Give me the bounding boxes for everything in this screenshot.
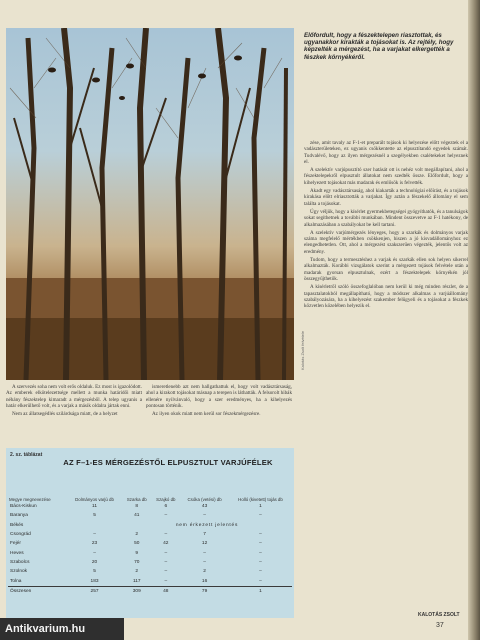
cell: 41 [134, 513, 140, 519]
watermark-logo: Antikvarium.hu [0, 618, 124, 640]
cell: 79 [180, 586, 229, 596]
cell: 6 [164, 504, 168, 510]
results-table-box [6, 448, 294, 618]
author-signature: KALOTÁS ZSOLT [418, 612, 460, 618]
paragraph: Tudom, hogy a termesztéshez a varjak és szarkák ellen sok helyen sikerrel alkalmazták. Korábbi vizsgálatok szerint a mérgezett tojások felvétele után a madarak gyorsan elpusztulnak, ezért a fészektelepek környékén jól összegyűjthetők. [304, 257, 468, 282]
cell: 117 [132, 578, 141, 584]
paragraph: Nem az állatsegédlés szilárdsága miatt, de a helyzet [12, 411, 118, 418]
header-jay: Szajkó db [156, 497, 176, 502]
cell: 5 [93, 513, 96, 519]
cell-county: Szabolcs [10, 559, 30, 565]
cell: 9 [135, 550, 139, 556]
paragraph: A szervezés soha nem volt erős oldaluk. Ez most is igazolódott. Az emberek elkötelezettsége mellett a munka határidői miatt néhány fészektelep kimaradt a mérgezésből. A telep ugyanis a határ elkerülhető volt, és a varjak a másik oldalra jártak enni. [6, 384, 142, 409]
cell: 43 [201, 504, 208, 510]
cell: – [259, 569, 262, 575]
cell: 5 [93, 569, 96, 575]
cell: 70 [134, 559, 140, 565]
cell: – [203, 559, 206, 565]
table-row [8, 539, 292, 548]
table-row [8, 567, 292, 576]
paragraph: zése, amit tavaly az F-1-et preparált tojások ki helyezése előtt végeztek el a vadászterületeken, ez ugyanis csökkentette az elpusztítandó egyedek számát. Tudvalévő, hogy az ilyen mérgezésnél a szegélyekben csalétekeket helyeznek el. [304, 140, 468, 165]
cell: 11 [92, 504, 98, 510]
cell: – [259, 578, 262, 584]
cell: – [164, 559, 168, 565]
table-row [8, 502, 292, 511]
table-total-row [8, 586, 292, 596]
table-title: AZ F–1-ES MÉRGEZÉSTŐL ELPUSZTULT VARJÚFÉLEK [63, 458, 273, 467]
cell: – [203, 550, 206, 556]
cell: 1 [259, 504, 262, 510]
cell: 48 [151, 586, 180, 596]
header-jackdaw: Csóka (vetési) db [187, 497, 222, 502]
cell-county: Fejér [10, 541, 21, 547]
cell: – [164, 569, 168, 575]
table-row [8, 530, 292, 539]
book-spine [468, 0, 480, 640]
cell: – [203, 513, 206, 519]
cell: – [259, 513, 262, 519]
paragraph: A szelektív varjúmérgezés lényeges, hogy a szarkák és dolmányos varjak száma megfelelő mértékben csökkenjen, hiszen a jó kisvadállományhoz ez elengedhetetlen. Ott, ahol a mérgezést szakszerűen végezték, jelentős volt az eredmény. [304, 229, 468, 255]
cell: 309 [122, 586, 151, 596]
table-header-row [8, 472, 292, 502]
cell: – [259, 532, 262, 538]
cell: 257 [67, 586, 122, 596]
table-row [8, 548, 292, 557]
paragraph: ismeretlenebb azt nem hallgathattuk el, hogy volt vadásztársaság, ahol a kirakott tojásokat másnap a terepen is láthatták. A felsorolt hibák ellenére nyilvánvaló, hogy a szer eredményes, ha a kihelyezés pontosan történik. [146, 384, 292, 409]
cell: 50 [134, 541, 140, 547]
page-number: 37 [436, 622, 444, 629]
intro-paragraph: Előfordult, hogy a fészektelepen riasztottak, és ugyanakkor kirakták a tojásokat is. Az rejtély, hogy képzelték a mérgezést, ha a varjakat elkergették a fészkek környékéről. [304, 32, 454, 61]
cell: 23 [91, 541, 98, 547]
cell-total-label: Összesen [8, 586, 67, 596]
tree-photo-illustration [6, 28, 294, 380]
header-hooded-crow: Dolmányos varjú db [75, 497, 114, 502]
cell: – [259, 541, 262, 547]
cell: 2 [203, 569, 206, 575]
cell-no-report: nem érkezett jelentés [175, 522, 239, 528]
photo-credit: Kalotás Zsolt felvétele [300, 330, 305, 370]
cell: 20 [91, 559, 98, 565]
header-raven: Holló (kivetett) tojás db [238, 497, 283, 502]
cell-county: Tolna [10, 578, 22, 584]
paragraph: Az ilyen okok miatt nem kerül sor fészekmérgezésre. [152, 411, 261, 418]
header-county: Megye megnevezése [9, 497, 51, 502]
table-row [8, 558, 292, 567]
cell: 183 [90, 578, 99, 584]
cell-county: Szolnok [10, 569, 28, 575]
article-column-middle [146, 384, 292, 436]
cell: – [164, 532, 168, 538]
paragraph: A kísérletről szóló összefoglalóban nem kerül ki még minden részlet, de a tapasztalatokból megállapítható, hogy a módszer alkalmas a varjúállomány szabályozására, ha a kihelyezést szakember felügyeli és a tojásokat a fészkek közvetlen közelében helyezik el. [304, 284, 468, 310]
table-row [8, 511, 292, 520]
table-row [8, 576, 292, 586]
cell: – [164, 578, 168, 584]
header-magpie: Szarka db [126, 497, 147, 502]
results-table [8, 472, 292, 596]
cell: 16 [201, 578, 208, 584]
article-column-left [6, 384, 142, 436]
cell: 2 [135, 532, 139, 538]
cell-county: Bács-Kiskun [10, 504, 37, 510]
cell-county: Baranya [10, 513, 28, 519]
cell: – [93, 550, 96, 556]
paragraph: A szelektív varjúpusztító szer hatását ott is nehéz volt megállapítani, ahol a fészektelepekről elpusztult állatokat nem szedték össze. Előfordult, hogy a kihelyezett tojásokat más madarak és emlősök is felvették. [304, 167, 468, 186]
cell: 1 [229, 586, 292, 596]
paragraph: Úgy véljük, hogy a kísérlet gyermekbetegségei gyógyíthatók, és a tanulságok sokat segíthetnek a további munkában. Mindent összevetve az F-1 hatékony, de alkalmazásában a szabályokat be kell tartani. [304, 208, 468, 228]
cell: 2 [135, 569, 139, 575]
cell-county: Heves [10, 550, 24, 556]
cell: 8 [135, 504, 139, 510]
tree-photo [6, 28, 294, 380]
cell: 42 [163, 541, 169, 547]
cell: 12 [201, 541, 208, 547]
cell: – [164, 550, 168, 556]
cell-county: Csongrád [10, 532, 31, 538]
cell: – [93, 532, 96, 538]
cell-county: Békés [10, 522, 24, 528]
paragraph: Akadt egy vadásztársaság, ahol kiakarták a technológiai előírást, és a tojások kirakása előtt elriasztották a varjakat. Így aztán a fészekelő állomány el sem találta a tojásokat. [304, 188, 468, 207]
cell [67, 521, 122, 530]
table-note: 2. sz. táblázat [10, 452, 43, 458]
table-row [8, 521, 292, 530]
cell: – [259, 559, 262, 565]
cell: – [164, 513, 168, 519]
article-column-right [304, 140, 468, 610]
cell: – [259, 550, 262, 556]
cell: 7 [203, 532, 206, 538]
